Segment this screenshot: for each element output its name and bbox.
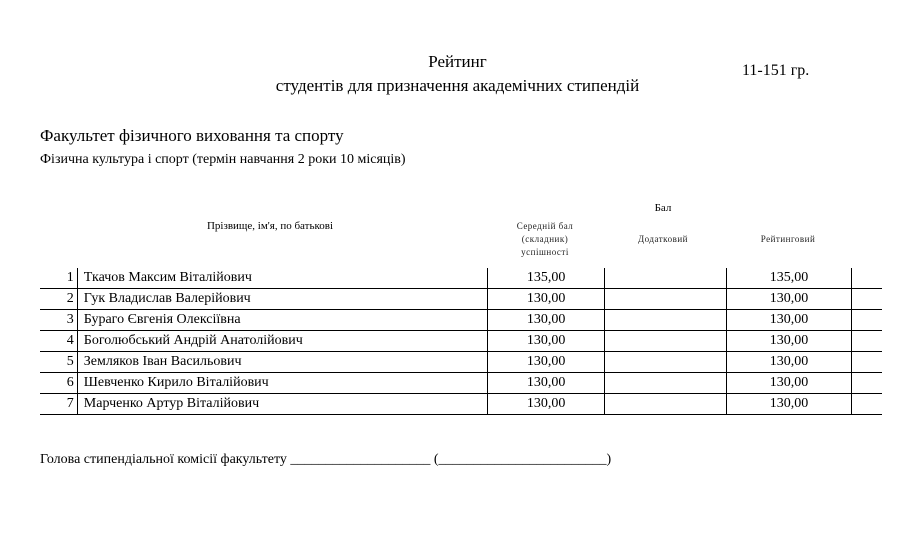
header-additional: Додатковий	[638, 234, 688, 244]
student-name: Земляков Іван Васильович	[77, 352, 488, 373]
table-row	[40, 394, 882, 415]
row-end-cell	[852, 352, 882, 373]
header-average-line1: Середній бал	[516, 221, 574, 231]
table-row	[40, 289, 882, 310]
row-end-cell	[852, 394, 882, 415]
average-score: 130,00	[488, 331, 604, 352]
row-end-cell	[852, 289, 882, 310]
row-end-cell	[852, 373, 882, 394]
header-bal: Бал	[654, 202, 672, 214]
additional-score	[604, 331, 726, 352]
program-label: Фізична культура і спорт (термін навчання 2 роки 10 місяців)	[40, 152, 406, 167]
rating-score: 130,00	[726, 331, 851, 352]
row-number: 2	[40, 289, 77, 310]
average-score: 130,00	[488, 394, 604, 415]
average-score: 130,00	[488, 310, 604, 331]
average-score: 130,00	[488, 289, 604, 310]
row-number: 1	[40, 268, 77, 289]
header-average	[490, 220, 600, 259]
student-name: Ткачов Максим Віталійович	[77, 268, 488, 289]
row-end-cell	[852, 310, 882, 331]
rating-score: 130,00	[726, 394, 851, 415]
additional-score	[604, 268, 726, 289]
student-name: Боголюбський Андрій Анатолійович	[77, 331, 488, 352]
row-end-cell	[852, 268, 882, 289]
average-score: 135,00	[488, 268, 604, 289]
row-number: 7	[40, 394, 77, 415]
student-name: Бураго Євгенія Олексіївна	[77, 310, 488, 331]
additional-score	[604, 394, 726, 415]
row-number: 4	[40, 331, 77, 352]
rating-score: 130,00	[726, 289, 851, 310]
average-score: 130,00	[488, 352, 604, 373]
commission-signature-line: Голова стипендіальної комісії факультету ____________________ (________________________)	[40, 452, 612, 467]
header-average-line3: успішності	[521, 247, 569, 257]
header-average-line2: (складник)	[521, 234, 569, 244]
row-number: 3	[40, 310, 77, 331]
row-number: 5	[40, 352, 77, 373]
additional-score	[604, 289, 726, 310]
document-title: Рейтинг	[428, 52, 487, 71]
rating-score: 130,00	[726, 352, 851, 373]
rating-table	[40, 268, 882, 415]
faculty-label: Факультет фізичного виховання та спорту	[40, 126, 344, 145]
table-row	[40, 331, 882, 352]
group-label: 11-151 гр.	[742, 62, 810, 79]
table-row	[40, 352, 882, 373]
student-name: Гук Владислав Валерійович	[77, 289, 488, 310]
additional-score	[604, 373, 726, 394]
student-name: Марченко Артур Віталійович	[77, 394, 488, 415]
additional-score	[604, 352, 726, 373]
student-name: Шевченко Кирило Віталійович	[77, 373, 488, 394]
rating-score: 130,00	[726, 310, 851, 331]
row-end-cell	[852, 331, 882, 352]
table-row	[40, 310, 882, 331]
average-score: 130,00	[488, 373, 604, 394]
document-subtitle: студентів для призначення академічних стипендій	[275, 76, 640, 95]
header-name: Прізвище, ім'я, по батькові	[206, 220, 334, 232]
additional-score	[604, 310, 726, 331]
table-row	[40, 268, 882, 289]
table-row	[40, 373, 882, 394]
rating-score: 135,00	[726, 268, 851, 289]
header-rating: Рейтинговий	[760, 234, 816, 244]
row-number: 6	[40, 373, 77, 394]
rating-score: 130,00	[726, 373, 851, 394]
